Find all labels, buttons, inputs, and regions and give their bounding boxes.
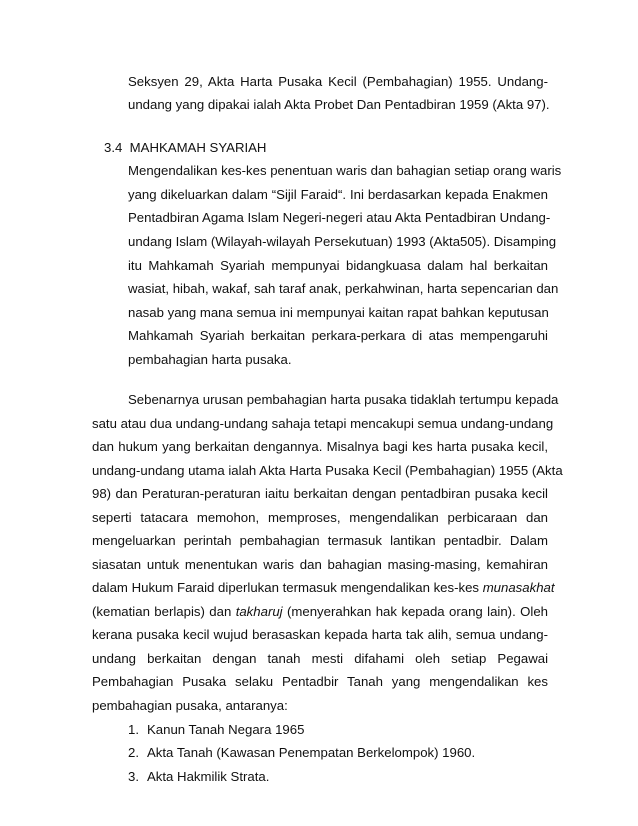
list-item-text: Kanun Tanah Negara 1965 bbox=[147, 722, 305, 737]
list-item bbox=[128, 722, 304, 738]
list-item bbox=[128, 745, 475, 761]
paragraph-line-5: 98) dan Peraturan-peraturan iaitu berkaitan dengan pentadbiran pusaka kecil bbox=[92, 486, 548, 501]
paragraph-line-6: seperti tatacara memohon, memproses, mengendalikan perbicaraan dan bbox=[92, 510, 548, 525]
paragraph-line-9 bbox=[92, 580, 555, 596]
list-item-text: Akta Tanah (Kawasan Penempatan Berkelompok) 1960. bbox=[147, 745, 476, 760]
paragraph-line-14: pembahagian pusaka, antaranya: bbox=[92, 698, 288, 713]
paragraph-line-9-text: dalam Hukum Faraid diperlukan termasuk mengendalikan kes-kes bbox=[92, 580, 483, 595]
intro-line-2: undang yang dipakai ialah Akta Probet Dan Pentadbiran 1959 (Akta 97). bbox=[128, 97, 550, 112]
section-line-9: pembahagian harta pusaka. bbox=[128, 352, 292, 367]
section-line-5: itu Mahkamah Syariah mempunyai bidangkuasa dalam hal berkaitan bbox=[128, 258, 548, 273]
paragraph-line-8: siasatan untuk menentukan waris dan bahagian masing-masing, kemahiran bbox=[92, 557, 548, 572]
section-line-3: Pentadbiran Agama Islam Negeri-negeri atau Akta Pentadbiran Undang- bbox=[128, 210, 551, 225]
section-line-2: yang dikeluarkan dalam “Sijil Faraid“. Ini berdasarkan kepada Enakmen bbox=[128, 187, 548, 202]
section-line-4: undang Islam (Wilayah-wilayah Persekutuan) 1993 (Akta505). Disamping bbox=[128, 234, 557, 249]
paragraph-line-7: mengeluarkan perintah pembahagian termasuk lantikan pentadbir. Dalam bbox=[92, 533, 548, 548]
section-heading bbox=[104, 140, 266, 156]
intro-line-1: Seksyen 29, Akta Harta Pusaka Kecil (Pembahagian) 1955. Undang- bbox=[128, 74, 548, 89]
paragraph-line-10-text-b: (menyerahkan hak kepada orang lain). Oleh bbox=[282, 604, 548, 619]
paragraph-line-4: undang-undang utama ialah Akta Harta Pusaka Kecil (Pembahagian) 1955 (Akta bbox=[92, 463, 563, 478]
list-item-number: 1. bbox=[128, 722, 139, 737]
paragraph-line-12: undang berkaitan dengan tanah mesti difahami oleh setiap Pegawai bbox=[92, 651, 548, 666]
paragraph-line-9-italic: munasakhat bbox=[482, 580, 555, 595]
paragraph-line-11: kerana pusaka kecil wujud berasaskan kepada harta tak alih, semua undang- bbox=[92, 627, 548, 642]
list-item bbox=[128, 769, 269, 785]
list-item-text: Akta Hakmilik Strata. bbox=[147, 769, 270, 784]
section-title: MAHKAMAH SYARIAH bbox=[129, 140, 267, 155]
list-item-number: 3. bbox=[128, 769, 139, 784]
section-line-7: nasab yang mana semua ini mempunyai kaitan rapat bahkan keputusan bbox=[128, 305, 549, 320]
section-line-6: wasiat, hibah, wakaf, sah taraf anak, perkahwinan, harta sepencarian dan bbox=[128, 281, 559, 296]
section-line-1: Mengendalikan kes-kes penentuan waris dan bahagian setiap orang waris bbox=[128, 163, 562, 178]
paragraph-line-13: Pembahagian Pusaka selaku Pentadbir Tanah yang mengendalikan kes bbox=[92, 674, 548, 689]
paragraph-line-1: Sebenarnya urusan pembahagian harta pusaka tidaklah tertumpu kepada bbox=[128, 392, 559, 407]
paragraph-line-10-italic: takharuj bbox=[235, 604, 283, 619]
paragraph-line-10 bbox=[92, 604, 548, 620]
paragraph-line-3: dan hukum yang berkaitan dengannya. Misalnya bagi kes harta pusaka kecil, bbox=[92, 439, 548, 454]
list-item-number: 2. bbox=[128, 745, 139, 760]
paragraph-line-2: satu atau dua undang-undang sahaja tetapi mencakupi semua undang-undang bbox=[92, 416, 554, 431]
section-number: 3.4 bbox=[104, 140, 123, 155]
paragraph-line-10-text-a: (kematian berlapis) dan bbox=[92, 604, 236, 619]
section-line-8: Mahkamah Syariah berkaitan perkara-perkara di atas mempengaruhi bbox=[128, 328, 548, 343]
